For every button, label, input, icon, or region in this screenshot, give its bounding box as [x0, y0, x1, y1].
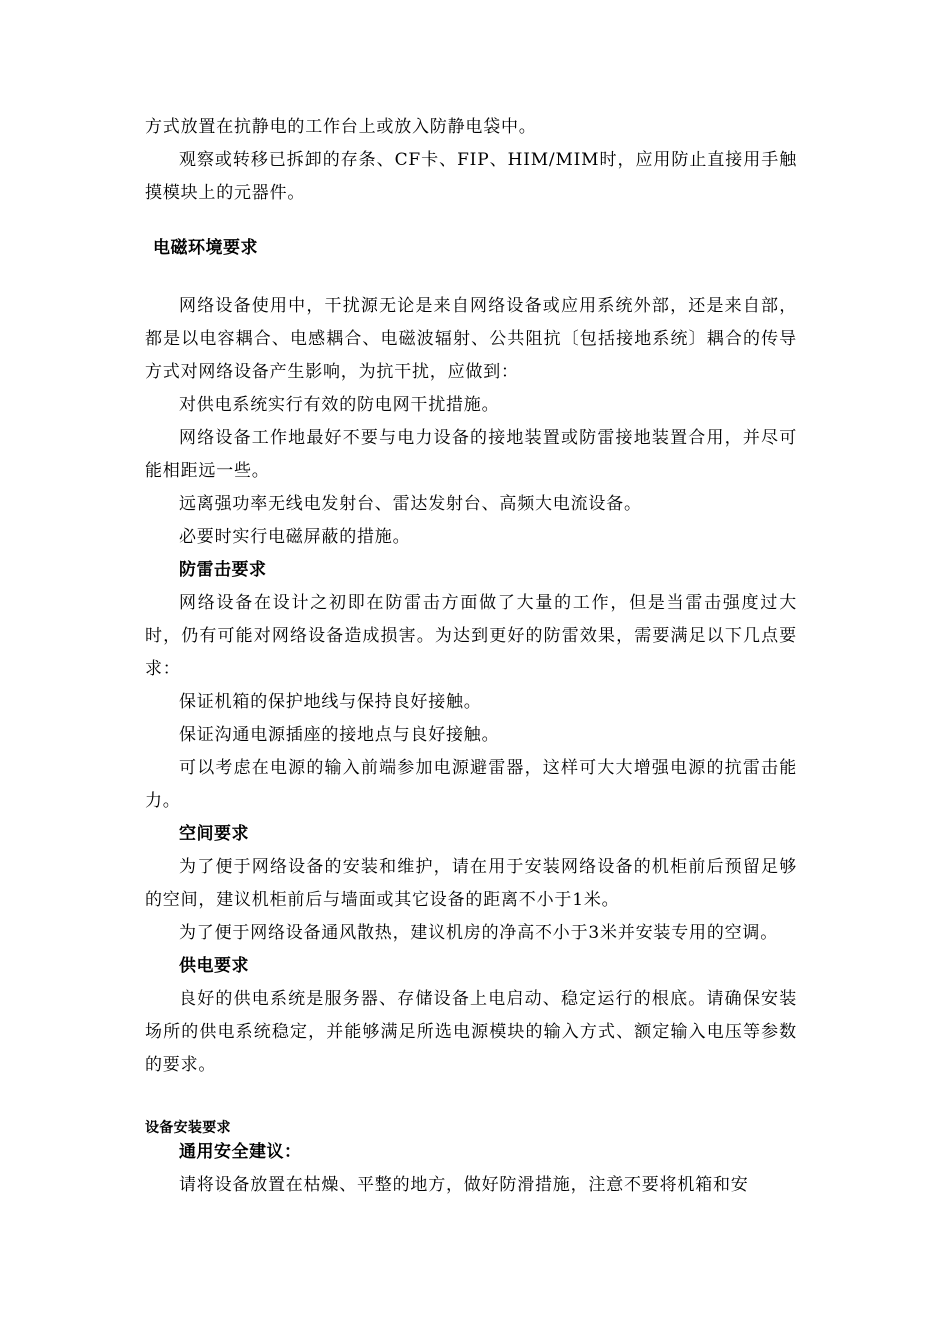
paragraph: 良好的供电系统是服务器、存储设备上电启动、稳定运行的根底。请确保安装场所的供电系统稳定，并能够满足所选电源模块的输入方式、额定输入电压等参数的要求。: [145, 989, 797, 1075]
paragraph: 保证沟通电源插座的接地点与良好接触。: [179, 725, 500, 745]
paragraph: 网络设备在设计之初即在防雷击方面做了大量的工作，但是当雷击强度过大时，仍有可能对网络设备造成损害。为达到更好的防雷效果，需要满足以下几点要求：: [145, 593, 797, 679]
subheading-space: 空间要求: [179, 824, 249, 844]
paragraph: 可以考虑在电源的输入前端参加电源避雷器，这样可大大增强电源的抗雷击能力。: [145, 758, 797, 811]
document-body: [145, 111, 797, 1202]
paragraph: 必要时实行电磁屏蔽的措施。: [179, 527, 411, 547]
subheading-lightning: 防雷击要求: [179, 560, 267, 580]
paragraph: 网络设备使用中，干扰源无论是来自网络设备或应用系统外部，还是来自部，都是以电容耦合、电感耦合、电磁波辐射、公共阻抗〔包括接地系统〕耦合的传导方式对网络设备产生影响，为抗干扰，应做到：: [145, 296, 797, 382]
paragraph: 远离强功率无线电发射台、雷达发射台、高频大电流设备。: [179, 494, 642, 514]
section-heading-electromagnetic: 电磁环境要求: [153, 238, 258, 258]
paragraph: 为了便于网络设备通风散热，建议机房的净高不小于3米并安装专用的空调。: [179, 923, 779, 943]
paragraph: 方式放置在抗静电的工作台上或放入防静电袋中。: [145, 117, 537, 137]
paragraph: 请将设备放置在枯燥、平整的地方，做好防滑措施，注意不要将机箱和安: [179, 1175, 749, 1195]
paragraph: 网络设备工作地最好不要与电力设备的接地装置或防雷接地装置合用，并尽可能相距远一些。: [145, 428, 797, 481]
paragraph: 为了便于网络设备的安装和维护，请在用于安装网络设备的机柜前后预留足够的空间，建议机柜前后与墙面或其它设备的距离不小于1米。: [145, 857, 797, 910]
paragraph: 对供电系统实行有效的防电网干扰措施。: [179, 395, 500, 415]
paragraph: 保证机箱的保护地线与保持良好接触。: [179, 692, 482, 712]
section-heading-installation: 设备安装要求: [145, 1120, 231, 1136]
subheading-general-safety: 通用安全建议：: [179, 1142, 302, 1162]
paragraph: 观察或转移已拆卸的存条、CF卡、FIP、HIM/MIM时，应用防止直接用手触摸模块上的元器件。: [145, 150, 797, 203]
subheading-power: 供电要求: [179, 956, 249, 976]
